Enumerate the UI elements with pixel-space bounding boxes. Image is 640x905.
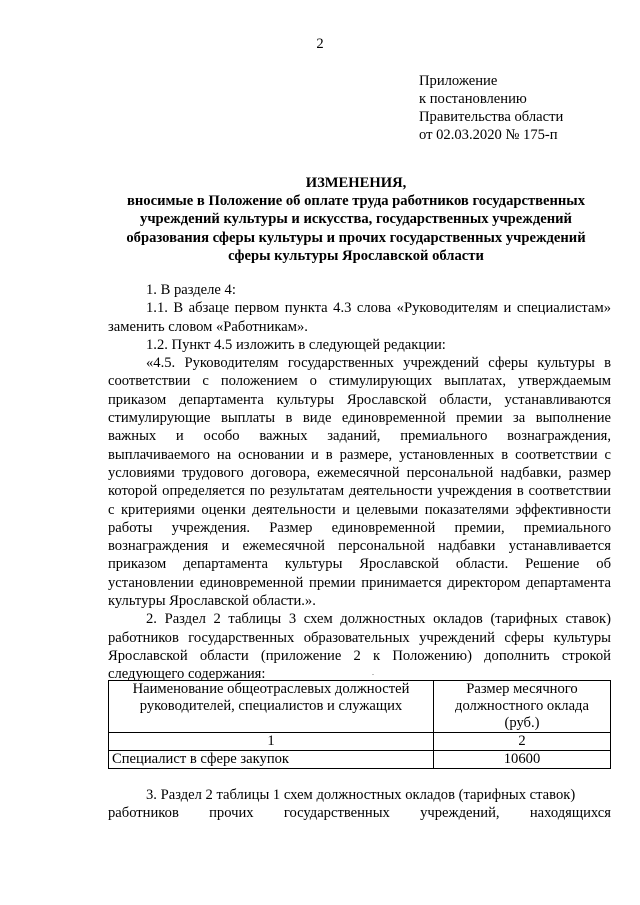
paragraph: 3. Раздел 2 таблицы 1 схем должностных окладов (тарифных ставок) bbox=[146, 787, 576, 803]
paragraph: 1.1. В абзаце первом пункта 4.3 слова «Руководителям и специалистам» заменить словом «Работникам». bbox=[108, 300, 611, 335]
paragraph: работников прочих государственных учреждений, находящихся bbox=[108, 805, 611, 822]
document-title bbox=[100, 174, 612, 265]
appendix-line: от 02.03.2020 № 175-п bbox=[419, 127, 558, 143]
table-cell: 2 bbox=[434, 733, 611, 751]
appendix-block bbox=[419, 72, 563, 144]
table-header-cell: Наименование общеотраслевых должностей руководителей, специалистов и служащих bbox=[109, 681, 434, 733]
paragraph: 1.2. Пункт 4.5 изложить в следующей редакции: bbox=[146, 336, 446, 353]
table-header-cell: Размер месячного должностного оклада (руб.) bbox=[434, 681, 611, 733]
table-number-row bbox=[109, 733, 611, 751]
title-line: вносимые в Положение об оплате труда работников государственных bbox=[127, 193, 585, 210]
paragraph: 2. Раздел 2 таблицы 3 схем должностных окладов (тарифных ставок) работников государственных образовательных учреждений сферы культуры Ярославской области (приложение 2 к Положению) дополнить строкой следующего содержания: bbox=[108, 611, 611, 683]
table-header-row bbox=[109, 681, 611, 733]
appendix-line: к постановлению bbox=[419, 91, 527, 107]
title-line: сферы культуры Ярославской области bbox=[228, 247, 484, 264]
appendix-line: Правительства области bbox=[419, 109, 564, 125]
title-line: образования сферы культуры и прочих государственных учреждений bbox=[126, 229, 586, 246]
stray-mark: . bbox=[372, 668, 374, 677]
title-line: учреждений культуры и искусства, государственных учреждений bbox=[140, 211, 572, 228]
table-cell: Специалист в сфере закупок bbox=[109, 751, 434, 769]
appendix-line: Приложение bbox=[419, 73, 498, 89]
document-body bbox=[108, 281, 611, 684]
document-body-continued bbox=[108, 786, 611, 823]
table-cell: 1 bbox=[109, 733, 434, 751]
paragraph: «4.5. Руководителям государственных учреждений сферы культуры в соответствии с положением о стимулирующих выплатах, утверждаемым приказом департамента культуры Ярославской области, устанавливаются стимулирующие выплаты в виде единовременной премии за выполнение важных и особо важных заданий, премиального вознаграждения, выплачиваемого на основании и в размере, установленных в соответствии с условиями трудового договора, ежемесячной персональной надбавки, размер которой определяется по результатам деятельности учреждения в соответствии с критериями оценки деятельности и целевыми показателями эффективности работы учреждения. Размер единовременной премии, премиального вознаграждения и ежемесячной персональной надбавки устанавливается приказом департамента культуры Ярославской области. Решение об установлении единовременной премии принимается директором департамента культуры Ярославской области.». bbox=[108, 355, 611, 610]
table-cell: 10600 bbox=[434, 751, 611, 769]
page-number: 2 bbox=[316, 36, 324, 52]
paragraph: 1. В разделе 4: bbox=[146, 282, 236, 298]
amendment-table bbox=[108, 680, 611, 769]
title-line: ИЗМЕНЕНИЯ, bbox=[305, 175, 407, 191]
table-row bbox=[109, 751, 611, 769]
